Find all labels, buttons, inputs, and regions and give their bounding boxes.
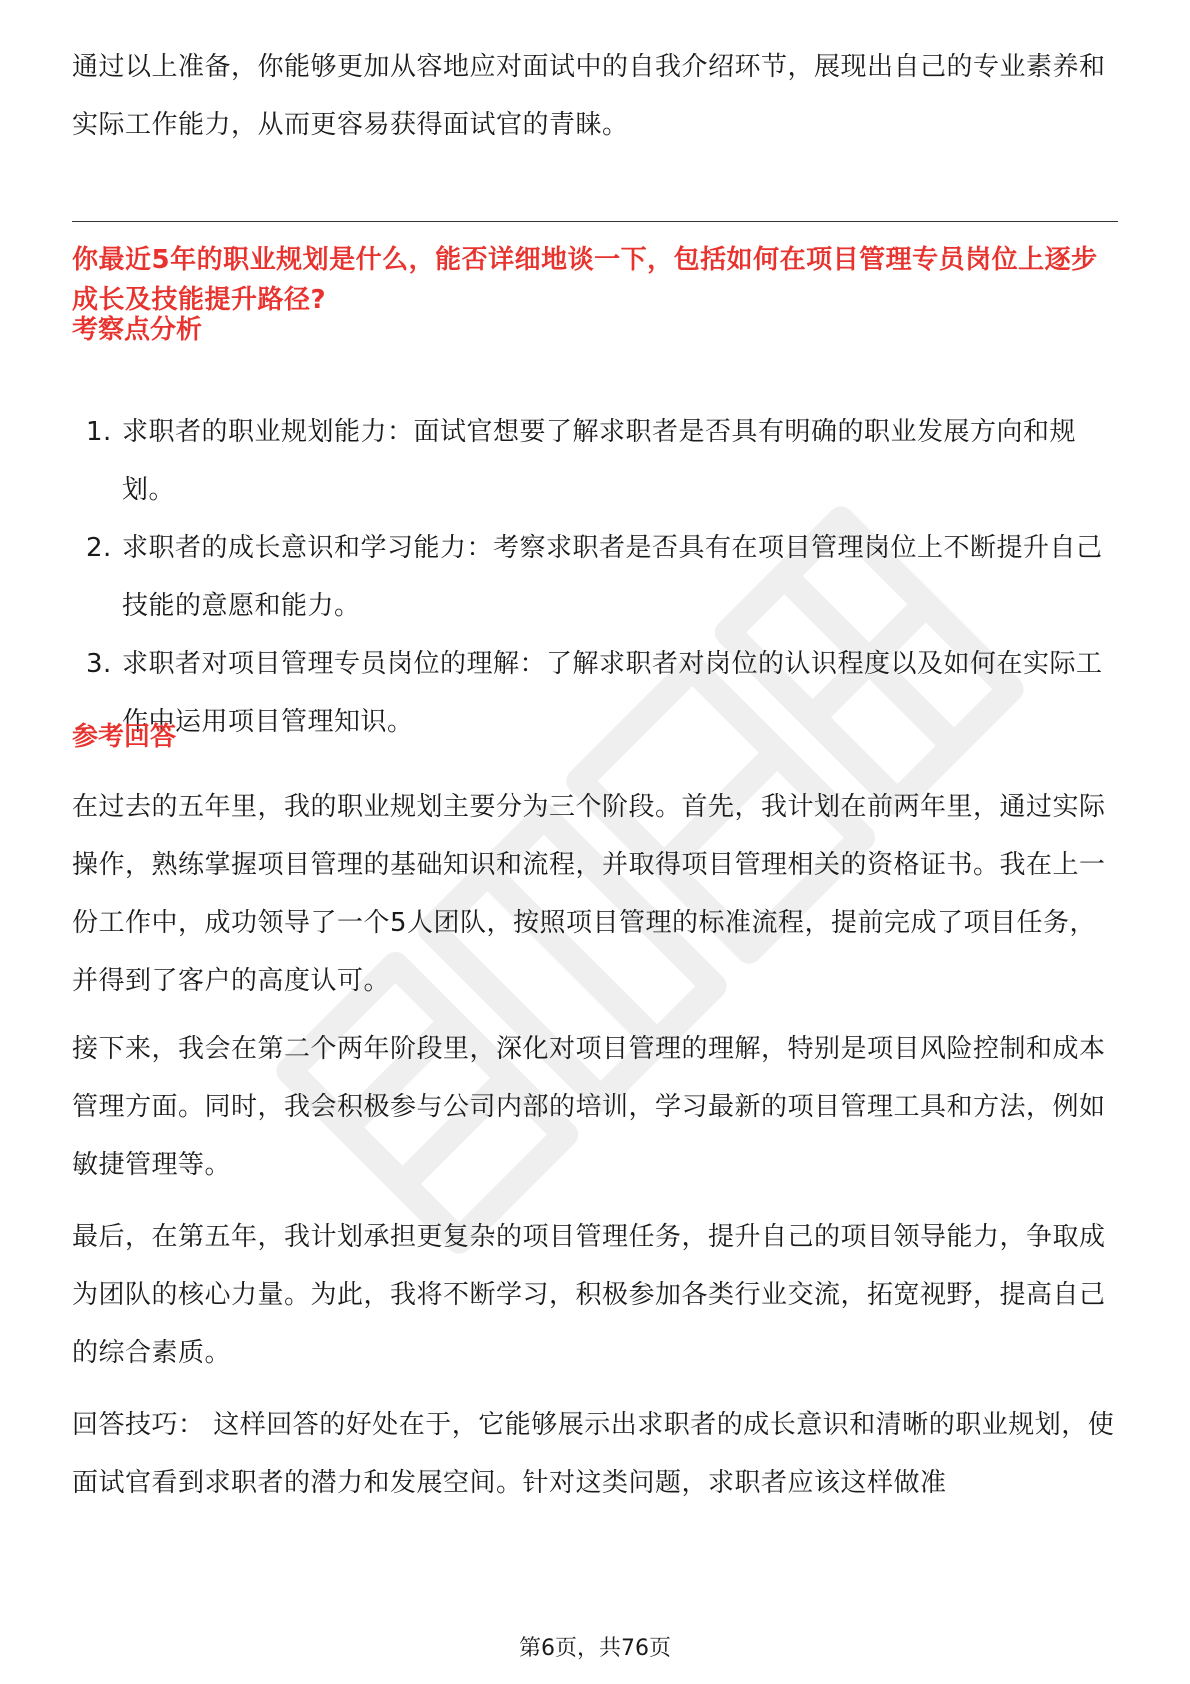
list-item-text: 求职者的职业规划能力：面试官想要了解求职者是否具有明确的职业发展方向和规划。 xyxy=(122,417,1077,505)
list-item-number: 3. xyxy=(86,649,112,679)
list-item xyxy=(72,519,1118,635)
list-item xyxy=(72,403,1118,519)
page-number: 第6页，共76页 xyxy=(519,1636,671,1661)
list-item-text: 求职者的成长意识和学习能力：考察求职者是否具有在项目管理岗位上不断提升自己技能的意愿和能力。 xyxy=(122,533,1103,621)
document-page xyxy=(72,0,1118,1684)
answer-paragraph: 在过去的五年里，我的职业规划主要分为三个阶段。首先，我计划在前两年里，通过实际操作，熟练掌握项目管理的基础知识和流程，并取得项目管理相关的资格证书。我在上一份工作中，成功领导了一个5人团队，按照项目管理的标准流程，提前完成了项目任务，并得到了客户的高度认可。 xyxy=(72,792,1106,996)
list-item xyxy=(72,635,1118,751)
intro-paragraph: 通过以上准备，你能够更加从容地应对面试中的自我介绍环节，展现出自己的专业素养和实际工作能力，从而更容易获得面试官的青睐。 xyxy=(72,52,1106,140)
answer-tip-paragraph: 回答技巧： 这样回答的好处在于，它能够展示出求职者的成长意识和清晰的职业规划，使面试官看到求职者的潜力和发展空间。针对这类问题，求职者应该这样做准 xyxy=(72,1410,1115,1498)
analysis-heading: 考察点分析 xyxy=(72,315,203,345)
question-title: 你最近5年的职业规划是什么，能否详细地谈一下，包括如何在项目管理专员岗位上逐步成长及技能提升路径? xyxy=(72,245,1098,315)
list-item-text: 求职者对项目管理专员岗位的理解：了解求职者对岗位的认识程度以及如何在实际工作中运用项目管理知识。 xyxy=(122,649,1103,737)
list-item-number: 2. xyxy=(86,533,112,563)
list-item-number: 1. xyxy=(86,417,112,447)
answer-paragraph: 最后，在第五年，我计划承担更复杂的项目管理任务，提升自己的项目领导能力，争取成为团队的核心力量。为此，我将不断学习，积极参加各类行业交流，拓宽视野，提高自己的综合素质。 xyxy=(72,1222,1106,1368)
answer-paragraph: 接下来，我会在第二个两年阶段里，深化对项目管理的理解，特别是项目风险控制和成本管理方面。同时，我会积极参与公司内部的培训，学习最新的项目管理工具和方法，例如敏捷管理等。 xyxy=(72,1034,1106,1180)
analysis-list xyxy=(72,403,1118,751)
answer-heading: 参考回答 xyxy=(72,722,177,752)
section-divider xyxy=(72,221,1118,222)
